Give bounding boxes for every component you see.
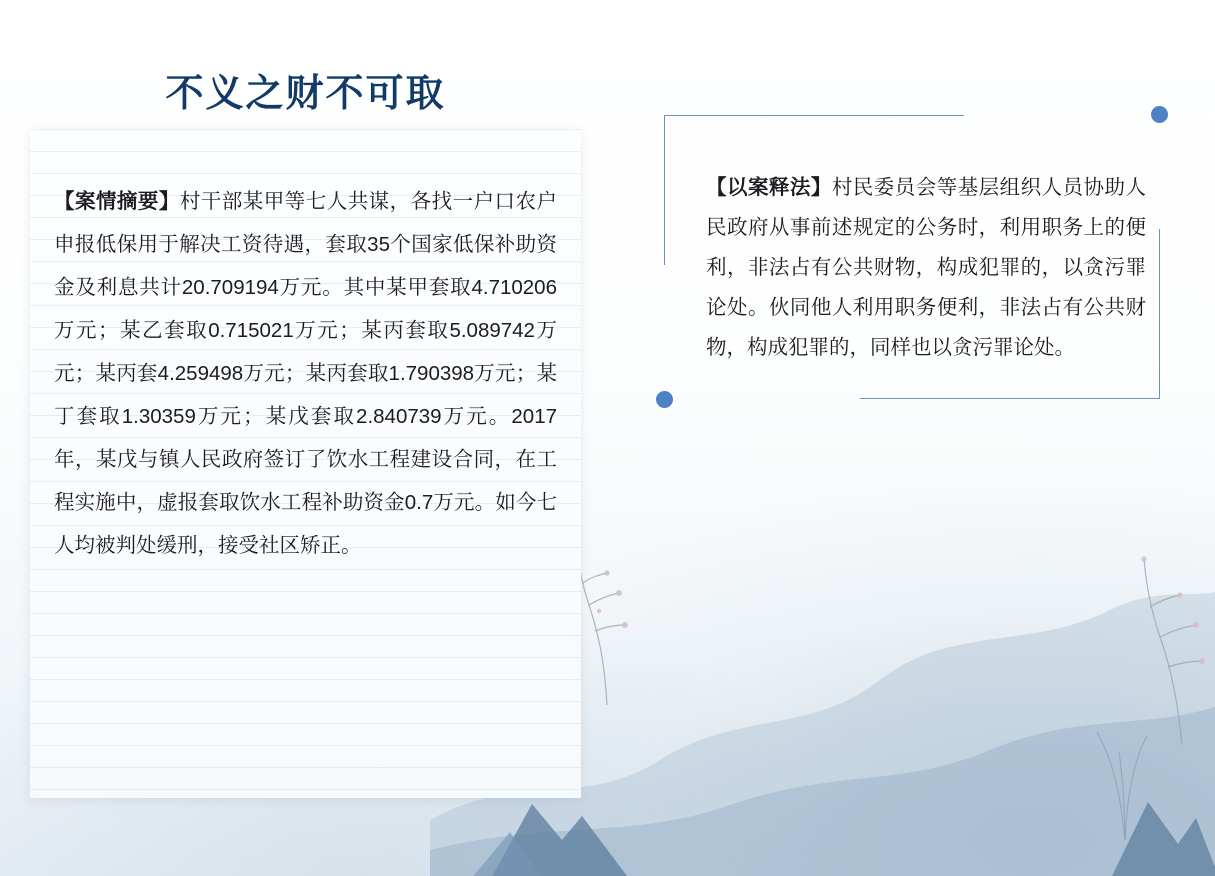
case-summary-text: 村干部某甲等七人共谋，各找一户口农户申报低保用于解决工资待遇，套取35个国家低保补助资金及利息共计20.709194万元。其中某甲套取4.710206万元；某乙套取0.715021万元；某丙套取5.089742万元；某丙套4.259498万元；某丙套取1.790398万元；某丁套取1.30359万元；某戊套取2.840739万元。2017年，某戊与镇人民政府签订了饮水工程建设合同，在工程实施中，虚报套取饮水工程补助资金0.7万元。如今七人均被判处缓刑，接受社区矫正。 [54,189,558,557]
branch-right-icon [1130,555,1210,745]
case-summary-paragraph [54,180,557,567]
case-summary-label: 【案情摘要】 [54,189,180,213]
grass-decoration-icon [1075,640,1165,840]
law-explanation-label: 【以案释法】 [706,175,832,199]
mountain-peak-right-icon [1100,760,1215,876]
law-explanation-paragraph [706,168,1146,368]
case-summary-card [30,129,581,798]
page-title: 不义之财不可取 [165,73,446,115]
dot-bottom-left [656,391,673,408]
dot-top-right [1151,106,1168,123]
law-explanation-block [664,115,1160,399]
law-explanation-text: 村民委员会等基层组织人员协助人民政府从事前述规定的公务时，利用职务上的便利，非法占有公共财物，构成犯罪的，以贪污罪论处。伙同他人利用职务便利，非法占有公共财物，构成犯罪的，同样也以贪污罪论处。 [706,175,1147,359]
